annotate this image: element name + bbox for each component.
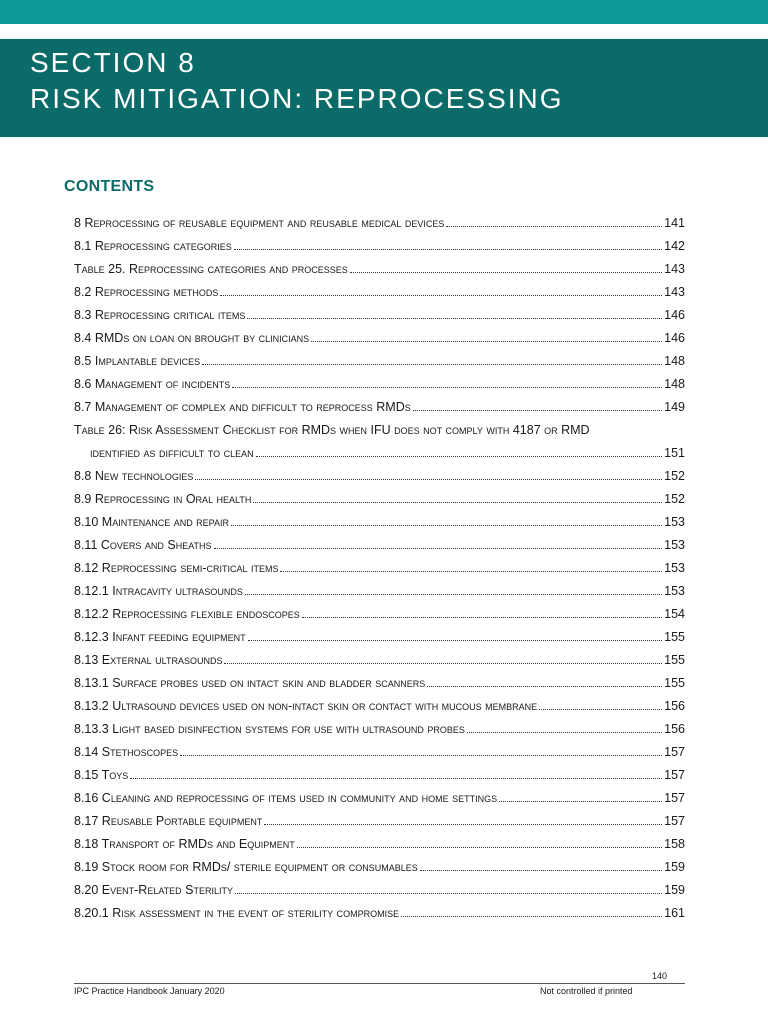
- dot-leader: [224, 663, 662, 664]
- dot-leader: [231, 525, 662, 526]
- toc-entry[interactable]: [74, 515, 685, 538]
- toc-entry-title: 8.13.2 Ultrasound devices used on non-intact skin or contact with mucous membrane: [74, 699, 538, 713]
- toc-entry-title: 8.6 Management of incidents: [74, 377, 231, 391]
- toc-entry-page: 158: [664, 837, 685, 851]
- toc-entry[interactable]: [74, 400, 685, 423]
- toc-entry[interactable]: [74, 262, 685, 285]
- dot-leader: [467, 732, 662, 733]
- toc-entry[interactable]: [74, 883, 685, 906]
- toc-entry-title: 8.13.1 Surface probes used on intact skin and bladder scanners: [74, 676, 426, 690]
- toc-entry-page: 154: [664, 607, 685, 621]
- dot-leader: [420, 870, 662, 871]
- table-of-contents: [74, 216, 685, 929]
- toc-entry-title: 8.12.2 Reprocessing flexible endoscopes: [74, 607, 300, 621]
- toc-entry-title: 8.1 Reprocessing categories: [74, 239, 232, 253]
- dot-leader: [413, 410, 662, 411]
- toc-entry[interactable]: [74, 699, 685, 722]
- dot-leader: [350, 272, 662, 273]
- dot-leader: [220, 295, 662, 296]
- toc-entry[interactable]: [74, 676, 685, 699]
- toc-entry-page: 149: [664, 400, 685, 414]
- toc-entry[interactable]: [74, 837, 685, 860]
- toc-entry-page: 146: [664, 331, 685, 345]
- toc-entry[interactable]: [74, 630, 685, 653]
- toc-entry[interactable]: [74, 538, 685, 561]
- dot-leader: [280, 571, 662, 572]
- toc-entry-title: Table 25. Reprocessing categories and processes: [74, 262, 348, 276]
- toc-entry[interactable]: [74, 906, 685, 929]
- dot-leader: [234, 249, 662, 250]
- dot-leader: [130, 778, 662, 779]
- dot-leader: [202, 364, 662, 365]
- dot-leader: [427, 686, 662, 687]
- toc-entry-title: 8.12.1 Intracavity ultrasounds: [74, 584, 243, 598]
- section-title: RISK MITIGATION: REPROCESSING: [30, 83, 564, 114]
- dot-leader: [499, 801, 662, 802]
- toc-entry-page: 161: [664, 906, 685, 920]
- toc-entry-page: 148: [664, 354, 685, 368]
- toc-entry-page: 157: [664, 768, 685, 782]
- toc-entry-page: 153: [664, 538, 685, 552]
- dot-leader: [214, 548, 663, 549]
- toc-entry[interactable]: [74, 561, 685, 584]
- toc-entry[interactable]: [74, 745, 685, 768]
- toc-entry-title: 8.5 Implantable devices: [74, 354, 201, 368]
- toc-entry-page: 142: [664, 239, 685, 253]
- toc-entry-title: 8.9 Reprocessing in Oral health: [74, 492, 252, 506]
- toc-entry-page: 156: [664, 699, 685, 713]
- toc-entry-page: 148: [664, 377, 685, 391]
- toc-entry[interactable]: [74, 584, 685, 607]
- toc-entry-title: 8.11 Covers and Sheaths: [74, 538, 212, 552]
- dot-leader: [235, 893, 662, 894]
- toc-entry-title: 8.12.3 Infant feeding equipment: [74, 630, 246, 644]
- toc-entry-page: 151: [664, 446, 685, 460]
- toc-entry-title: 8.13 External ultrasounds: [74, 653, 223, 667]
- toc-entry-page: 159: [664, 860, 685, 874]
- dot-leader: [297, 847, 662, 848]
- dot-leader: [539, 709, 662, 710]
- dot-leader: [401, 916, 662, 917]
- toc-entry-title: 8.14 Stethoscopes: [74, 745, 179, 759]
- toc-entry[interactable]: [74, 216, 685, 239]
- toc-entry[interactable]: [74, 469, 685, 492]
- toc-entry-title: 8.7 Management of complex and difficult to reprocess RMDs: [74, 400, 411, 414]
- footer-handbook-label: IPC Practice Handbook January 2020: [74, 986, 225, 996]
- toc-entry-title: 8.20 Event-Related Sterility: [74, 883, 233, 897]
- toc-entry[interactable]: [74, 331, 685, 354]
- toc-entry[interactable]: [74, 354, 685, 377]
- dot-leader: [302, 617, 662, 618]
- toc-entry-title: 8.15 Toys: [74, 768, 129, 782]
- toc-entry[interactable]: [74, 377, 685, 400]
- toc-entry-page: 152: [664, 492, 685, 506]
- toc-entry-title: identified as difficult to clean: [90, 446, 254, 460]
- toc-entry-page: 153: [664, 561, 685, 575]
- toc-entry-page: 141: [664, 216, 685, 230]
- toc-entry-page: 157: [664, 791, 685, 805]
- dot-leader: [247, 318, 662, 319]
- dot-leader: [264, 824, 662, 825]
- toc-entry[interactable]: [74, 860, 685, 883]
- dot-leader: [253, 502, 662, 503]
- toc-entry[interactable]: [74, 768, 685, 791]
- toc-entry-page: 157: [664, 745, 685, 759]
- toc-entry-page: 153: [664, 584, 685, 598]
- section-number-title: SECTION 8: [30, 47, 196, 78]
- toc-entry-page: 159: [664, 883, 685, 897]
- top-color-stripe: [0, 0, 768, 24]
- toc-entry[interactable]: [74, 814, 685, 837]
- toc-entry[interactable]: [74, 308, 685, 331]
- dot-leader: [248, 640, 662, 641]
- toc-entry-title: 8.18 Transport of RMDs and Equipment: [74, 837, 295, 851]
- toc-entry-title: 8.12 Reprocessing semi-critical items: [74, 561, 279, 575]
- toc-entry[interactable]: [74, 653, 685, 676]
- toc-entry-title: 8.8 New technologies: [74, 469, 194, 483]
- toc-entry[interactable]: [74, 446, 685, 469]
- toc-entry[interactable]: [74, 722, 685, 745]
- dot-leader: [180, 755, 662, 756]
- toc-entry-page: 143: [664, 262, 685, 276]
- toc-entry[interactable]: [74, 239, 685, 262]
- toc-entry-page: 156: [664, 722, 685, 736]
- footer-divider: [74, 983, 685, 984]
- toc-entry-title: 8.13.3 Light based disinfection systems for use with ultrasound probes: [74, 722, 465, 736]
- dot-leader: [446, 226, 662, 227]
- dot-leader: [256, 456, 663, 457]
- toc-entry-title: 8.10 Maintenance and repair: [74, 515, 230, 529]
- toc-entry-page: 153: [664, 515, 685, 529]
- toc-entry-title: 8.3 Reprocessing critical items: [74, 308, 246, 322]
- toc-entry-title: 8.2 Reprocessing methods: [74, 285, 219, 299]
- toc-entry-title: 8.19 Stock room for RMDs/ sterile equipment or consumables: [74, 860, 418, 874]
- footer-control-notice: Not controlled if printed: [540, 986, 633, 996]
- contents-heading: CONTENTS: [64, 178, 155, 195]
- toc-entry-page: 155: [664, 630, 685, 644]
- toc-entry-page: 155: [664, 653, 685, 667]
- toc-entry-title: Table 26: Risk Assessment Checklist for RMDs when IFU does not comply with 4187 or RMD: [74, 423, 590, 437]
- section-banner: [0, 39, 768, 137]
- toc-entry[interactable]: [74, 285, 685, 308]
- toc-entry-page: 143: [664, 285, 685, 299]
- toc-entry-page: 157: [664, 814, 685, 828]
- page-number: 140: [652, 971, 668, 981]
- toc-entry-title: 8.17 Reusable Portable equipment: [74, 814, 263, 828]
- toc-entry-title: 8.20.1 Risk assessment in the event of sterility compromise: [74, 906, 400, 920]
- dot-leader: [311, 341, 662, 342]
- dot-leader: [195, 479, 662, 480]
- toc-entry[interactable]: [74, 423, 685, 446]
- toc-entry-page: 155: [664, 676, 685, 690]
- toc-entry-page: 146: [664, 308, 685, 322]
- toc-entry[interactable]: [74, 791, 685, 814]
- toc-entry-title: 8 Reprocessing of reusable equipment and reusable medical devices: [74, 216, 445, 230]
- toc-entry-title: 8.4 RMDs on loan on brought by clinicians: [74, 331, 310, 345]
- toc-entry-title: 8.16 Cleaning and reprocessing of items used in community and home settings: [74, 791, 498, 805]
- dot-leader: [232, 387, 662, 388]
- toc-entry[interactable]: [74, 492, 685, 515]
- toc-entry-page: 152: [664, 469, 685, 483]
- dot-leader: [245, 594, 662, 595]
- toc-entry[interactable]: [74, 607, 685, 630]
